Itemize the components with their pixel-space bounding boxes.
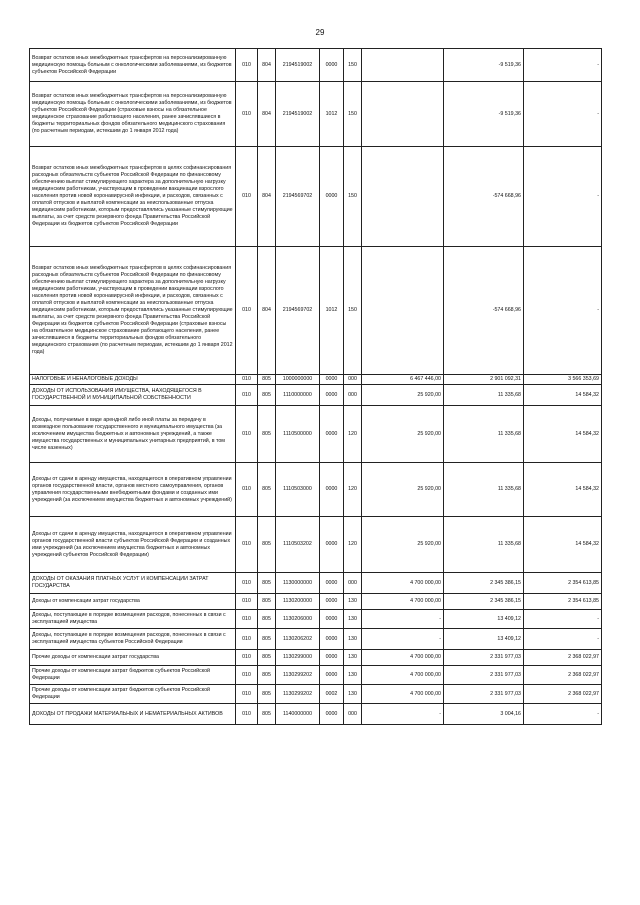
amount-cell: -574 668,96 [444,247,524,375]
code-cell: 010 [236,147,258,247]
amount-cell: 4 700 000,00 [362,594,444,610]
amount-cell: -574 668,96 [444,147,524,247]
amount-cell: 2 368 022,97 [524,685,602,704]
code-cell: 150 [344,49,362,82]
amount-cell: 4 700 000,00 [362,666,444,685]
amount-cell: 14 584,32 [524,385,602,406]
code-cell: 010 [236,594,258,610]
amount-cell [362,147,444,247]
row-label: Прочие доходы от компенсации затрат государства [30,650,236,666]
amount-cell: - [524,49,602,82]
code-cell: 130 [344,594,362,610]
code-cell: 804 [258,247,276,375]
code-cell: 010 [236,375,258,385]
amount-cell: 14 584,32 [524,406,602,463]
code-cell: 150 [344,147,362,247]
row-label: Возврат остатков иных межбюджетных трансфертов в целях софинансирования расходных обязательств субъектов Российской Федерации по финансовому обеспечению выплат стимулирующего характера за дополнительную нагрузку медицинским работникам, участвующим в проведении вакцинации взрослого населения против новой коронавирусной инфекции, и расходов, связанных с оплатой отпусков и выплатой компенсации за неиспользованные отпуска медицинским работникам, которым предоставлялись указанные стимулирующие выплаты, за счет средств резервного фонда Правительства Российской Федерации из бюджетов субъектов Российской Федерации [30,147,236,247]
row-label: Доходы, поступающие в порядке возмещения расходов, понесенных в связи с эксплуатацией имущества субъектов Российской Федерации [30,629,236,650]
table-row [30,385,602,406]
amount-cell: 2 368 022,97 [524,666,602,685]
code-cell: 130 [344,666,362,685]
table-row [30,375,602,385]
code-cell: 804 [258,147,276,247]
amount-cell: -9 519,36 [444,82,524,147]
page-number: 29 [315,28,325,37]
budget-table [29,48,602,725]
code-cell: 0000 [320,375,344,385]
amount-cell: 2 354 613,85 [524,573,602,594]
code-cell: 1110503000 [276,463,320,517]
code-cell: 1130299000 [276,650,320,666]
amount-cell: 14 584,32 [524,517,602,573]
table-row [30,629,602,650]
code-cell: 2194519002 [276,49,320,82]
amount-cell: 25 920,00 [362,517,444,573]
table-row [30,463,602,517]
table-row [30,517,602,573]
code-cell: 010 [236,629,258,650]
code-cell: 0000 [320,629,344,650]
code-cell: 2194569702 [276,247,320,375]
code-cell: 130 [344,685,362,704]
code-cell: 805 [258,375,276,385]
code-cell: 1130200000 [276,594,320,610]
code-cell: 805 [258,704,276,725]
code-cell: 010 [236,650,258,666]
amount-cell: 11 335,68 [444,517,524,573]
code-cell: 1012 [320,82,344,147]
code-cell: 130 [344,629,362,650]
row-label: НАЛОГОВЫЕ И НЕНАЛОГОВЫЕ ДОХОДЫ [30,375,236,385]
code-cell: 010 [236,463,258,517]
amount-cell: 4 700 000,00 [362,685,444,704]
table-row [30,49,602,82]
table-row [30,610,602,629]
code-cell: 120 [344,406,362,463]
amount-cell: 2 331 977,03 [444,650,524,666]
amount-cell: 2 354 613,85 [524,594,602,610]
row-label: Прочие доходы от компенсации затрат бюджетов субъектов Российской Федерации [30,666,236,685]
amount-cell [362,49,444,82]
code-cell: 120 [344,517,362,573]
amount-cell: - [362,629,444,650]
amount-cell: 2 901 092,31 [444,375,524,385]
code-cell: 1140000000 [276,704,320,725]
amount-cell: - [362,610,444,629]
code-cell: 010 [236,573,258,594]
code-cell: 1110503202 [276,517,320,573]
amount-cell: 13 409,12 [444,610,524,629]
amount-cell: - [524,247,602,375]
code-cell: 805 [258,594,276,610]
code-cell: 1110000000 [276,385,320,406]
amount-cell: 11 335,68 [444,406,524,463]
table-row [30,650,602,666]
amount-cell: 2 345 386,15 [444,594,524,610]
code-cell: 000 [344,385,362,406]
code-cell: 805 [258,650,276,666]
amount-cell: 6 467 446,00 [362,375,444,385]
code-cell: 805 [258,406,276,463]
code-cell: 1130206202 [276,629,320,650]
code-cell: 0002 [320,685,344,704]
amount-cell: 13 409,12 [444,629,524,650]
table-row [30,685,602,704]
amount-cell: 14 584,32 [524,463,602,517]
code-cell: 0000 [320,406,344,463]
amount-cell: 3 004,16 [444,704,524,725]
table-row [30,594,602,610]
amount-cell: 2 331 977,03 [444,666,524,685]
code-cell: 1110500000 [276,406,320,463]
amount-cell: 4 700 000,00 [362,573,444,594]
row-label: ДОХОДЫ ОТ ИСПОЛЬЗОВАНИЯ ИМУЩЕСТВА, НАХОДЯЩЕГОСЯ В ГОСУДАРСТВЕННОЙ И МУНИЦИПАЛЬНОЙ СОБСТВЕННОСТИ [30,385,236,406]
code-cell: 0000 [320,610,344,629]
code-cell: 1000000000 [276,375,320,385]
amount-cell: 25 920,00 [362,406,444,463]
amount-cell: 25 920,00 [362,463,444,517]
code-cell: 1130000000 [276,573,320,594]
code-cell: 1130206000 [276,610,320,629]
code-cell: 0000 [320,666,344,685]
code-cell: 804 [258,82,276,147]
code-cell: 805 [258,463,276,517]
amount-cell: 3 566 353,69 [524,375,602,385]
row-label: Доходы от сдачи в аренду имущества, находящегося в оперативном управлении органов государственной власти, органов местного самоуправления, органов управления государственными внебюджетными фондами и созданных ими учреждений (за исключением имущества бюджетных и автономных учреждений) [30,463,236,517]
code-cell: 010 [236,385,258,406]
row-label: Доходы, получаемые в виде арендной либо иной платы за передачу в возмездное пользование государственного и муниципального имущества (за исключением имущества бюджетных и автономных учреждений, а также имущества государственных и муниципальных унитарных предприятий, в том числе казенных) [30,406,236,463]
code-cell: 2194569702 [276,147,320,247]
code-cell: 0000 [320,147,344,247]
code-cell: 0000 [320,594,344,610]
code-cell: 010 [236,666,258,685]
table-row [30,406,602,463]
code-cell: 2194519002 [276,82,320,147]
table-row [30,82,602,147]
amount-cell: 11 335,68 [444,463,524,517]
amount-cell: 25 920,00 [362,385,444,406]
table-row [30,666,602,685]
code-cell: 010 [236,685,258,704]
code-cell: 1130299202 [276,666,320,685]
code-cell: 010 [236,704,258,725]
code-cell: 010 [236,82,258,147]
row-label: Возврат остатков иных межбюджетных трансфертов в целях софинансирования расходных обязательств субъектов Российской Федерации по финансовому обеспечению выплат стимулирующего характера за дополнительную нагрузку медицинским работникам, участвующим в проведении вакцинации взрослого населения против новой коронавирусной инфекции, и расходов, связанных с оплатой отпусков и выплатой компенсации за неиспользованные отпуска медицинским работникам, которым предоставлялись указанные стимулирующие выплаты, за счет средств резервного фонда Правительства Российской Федерации из бюджетов субъектов Российской Федерации (страховые взносы на обязательное медицинское страхование работающего населения, ранее зачислявшиеся в бюджеты территориальных фондов обязательного медицинского страхования (по расчетным периодам, истекшим до 1 января 2012 года) [30,247,236,375]
code-cell: 150 [344,247,362,375]
code-cell: 0000 [320,573,344,594]
amount-cell: - [524,147,602,247]
amount-cell [362,82,444,147]
code-cell: 1130299202 [276,685,320,704]
amount-cell: 2 345 386,15 [444,573,524,594]
code-cell: 805 [258,685,276,704]
amount-cell: 4 700 000,00 [362,650,444,666]
code-cell: 805 [258,573,276,594]
code-cell: 010 [236,610,258,629]
row-label: Доходы от компенсации затрат государства [30,594,236,610]
row-label: Доходы, поступающие в порядке возмещения расходов, понесенных в связи с эксплуатацией имущества [30,610,236,629]
amount-cell: 2 368 022,97 [524,650,602,666]
code-cell: 805 [258,385,276,406]
code-cell: 130 [344,610,362,629]
row-label: Доходы от сдачи в аренду имущества, находящегося в оперативном управлении органов государственной власти субъектов Российской Федерации и созданных ими учреждений (за исключением имущества бюджетных и автономных учреждений субъектов Российской Федерации) [30,517,236,573]
code-cell: 010 [236,49,258,82]
code-cell: 000 [344,573,362,594]
code-cell: 0000 [320,517,344,573]
amount-cell: 2 331 977,03 [444,685,524,704]
code-cell: 805 [258,610,276,629]
amount-cell: 11 335,68 [444,385,524,406]
code-cell: 0000 [320,385,344,406]
table-row [30,704,602,725]
code-cell: 805 [258,517,276,573]
code-cell: 000 [344,704,362,725]
row-label: ДОХОДЫ ОТ ОКАЗАНИЯ ПЛАТНЫХ УСЛУГ И КОМПЕНСАЦИИ ЗАТРАТ ГОСУДАРСТВА [30,573,236,594]
code-cell: 0000 [320,704,344,725]
code-cell: 805 [258,666,276,685]
code-cell: 010 [236,406,258,463]
code-cell: 0000 [320,463,344,517]
amount-cell: - [524,629,602,650]
amount-cell: - [524,610,602,629]
amount-cell: - [524,82,602,147]
table-row [30,247,602,375]
code-cell: 1012 [320,247,344,375]
amount-cell [362,247,444,375]
table-row [30,573,602,594]
code-cell: 010 [236,247,258,375]
row-label: Возврат остатков иных межбюджетных трансфертов на персонализированную медицинскую помощь больным с онкологическими заболеваниями, из бюджетов субъектов Российской Федерации (страховые взносы на обязательное медицинское страхование работающего населения, ранее зачислявшиеся в бюджеты территориальных фондов обязательного медицинского страхования (по расчетным периодам, истекшим до 1 января 2012 года) [30,82,236,147]
row-label: Прочие доходы от компенсации затрат бюджетов субъектов Российской Федерации [30,685,236,704]
code-cell: 130 [344,650,362,666]
row-label: ДОХОДЫ ОТ ПРОДАЖИ МАТЕРИАЛЬНЫХ И НЕМАТЕРИАЛЬНЫХ АКТИВОВ [30,704,236,725]
amount-cell: - [362,704,444,725]
code-cell: 805 [258,629,276,650]
code-cell: 0000 [320,650,344,666]
code-cell: 000 [344,375,362,385]
code-cell: 150 [344,82,362,147]
table-row [30,147,602,247]
row-label: Возврат остатков иных межбюджетных трансфертов на персонализированную медицинскую помощь больным с онкологическими заболеваниями, из бюджетов субъектов Российской Федерации [30,49,236,82]
code-cell: 0000 [320,49,344,82]
code-cell: 120 [344,463,362,517]
code-cell: 804 [258,49,276,82]
amount-cell: - [524,704,602,725]
code-cell: 010 [236,517,258,573]
amount-cell: -9 519,36 [444,49,524,82]
